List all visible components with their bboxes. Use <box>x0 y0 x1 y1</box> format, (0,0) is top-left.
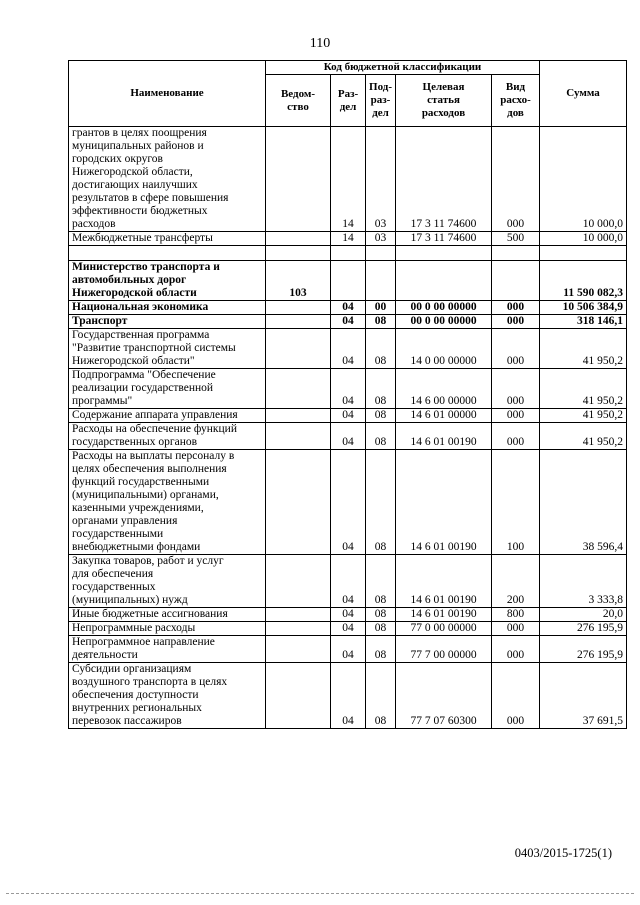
name-line: Транспорт <box>72 315 128 327</box>
cell-podrazdel: 00 <box>366 301 396 315</box>
name-line: перевозок пассажиров <box>72 715 182 727</box>
cell-sum: 276 195,9 <box>540 622 627 636</box>
page-number: 110 <box>309 36 331 51</box>
cell-name <box>69 315 266 329</box>
cell-podrazdel: 08 <box>366 409 396 423</box>
name-line: эффективности бюджетных <box>72 205 208 217</box>
cell-ved <box>266 636 331 663</box>
cell-tsel: 14 0 00 00000 <box>396 329 492 369</box>
cell-sum: 41 950,2 <box>540 369 627 409</box>
cell-ved <box>266 450 331 555</box>
cell-tsel: 14 6 01 00190 <box>396 423 492 450</box>
cell-podrazdel: 08 <box>366 622 396 636</box>
cell-sum: 41 950,2 <box>540 329 627 369</box>
header-vid: Вид расхо- дов <box>492 75 540 127</box>
header-podrazdel: Под- раз- дел <box>366 75 396 127</box>
table-row <box>69 301 627 315</box>
cell-vid: 800 <box>492 608 540 622</box>
cell-tsel <box>396 261 492 301</box>
empty-cell <box>331 246 366 261</box>
cell-podrazdel: 08 <box>366 555 396 608</box>
cell-sum: 11 590 082,3 <box>540 261 627 301</box>
table-row <box>69 127 627 232</box>
empty-cell <box>366 246 396 261</box>
name-line: органами управления <box>72 515 178 527</box>
cell-razdel: 04 <box>331 423 366 450</box>
cell-tsel: 77 0 00 00000 <box>396 622 492 636</box>
name-line: Непрограммное направление <box>72 636 215 648</box>
cell-razdel: 04 <box>331 555 366 608</box>
name-line: обеспечения доступности <box>72 689 199 701</box>
cell-sum: 10 000,0 <box>540 127 627 232</box>
cell-tsel: 14 6 01 00190 <box>396 555 492 608</box>
header-ved: Ведом- ство <box>266 75 331 127</box>
page-bottom-rule <box>6 893 634 894</box>
cell-ved <box>266 409 331 423</box>
name-line: муниципальных районов и <box>72 140 204 152</box>
cell-ved <box>266 663 331 729</box>
name-line: казенными учреждениями, <box>72 502 204 514</box>
cell-podrazdel: 08 <box>366 369 396 409</box>
cell-vid: 200 <box>492 555 540 608</box>
cell-podrazdel: 03 <box>366 232 396 246</box>
cell-razdel: 04 <box>331 450 366 555</box>
empty-cell <box>266 246 331 261</box>
cell-razdel: 04 <box>331 315 366 329</box>
table-row <box>69 261 627 301</box>
name-line: Межбюджетные трансферты <box>72 232 213 244</box>
name-line: реализации государственной <box>72 382 214 394</box>
cell-sum: 318 146,1 <box>540 315 627 329</box>
cell-name <box>69 301 266 315</box>
cell-sum: 38 596,4 <box>540 450 627 555</box>
name-line: (муниципальными) органами, <box>72 489 219 501</box>
name-line: Национальная экономика <box>72 301 209 313</box>
name-line: государственных <box>72 581 156 593</box>
name-line: результатов в сфере повышения <box>72 192 229 204</box>
cell-tsel: 00 0 00 00000 <box>396 301 492 315</box>
cell-razdel: 04 <box>331 409 366 423</box>
name-line: Нижегородской области <box>72 287 197 299</box>
cell-podrazdel: 08 <box>366 608 396 622</box>
name-line: Иные бюджетные ассигнования <box>72 608 228 620</box>
cell-tsel: 00 0 00 00000 <box>396 315 492 329</box>
cell-sum: 3 333,8 <box>540 555 627 608</box>
cell-razdel: 14 <box>331 232 366 246</box>
name-line: функций государственными <box>72 476 210 488</box>
table-row <box>69 423 627 450</box>
cell-tsel: 14 6 00 00000 <box>396 369 492 409</box>
name-line: расходов <box>72 218 116 230</box>
name-line: Государственная программа <box>72 329 210 341</box>
table-row <box>69 450 627 555</box>
name-line: целях обеспечения выполнения <box>72 463 227 475</box>
name-line: государственных органов <box>72 436 198 448</box>
cell-name <box>69 450 266 555</box>
table-row <box>69 315 627 329</box>
cell-ved <box>266 232 331 246</box>
name-line: для обеспечения <box>72 568 154 580</box>
empty-cell <box>396 246 492 261</box>
name-line: грантов в целях поощрения <box>72 127 207 139</box>
cell-vid: 000 <box>492 315 540 329</box>
name-line: Субсидии организациям <box>72 663 192 675</box>
cell-ved <box>266 608 331 622</box>
table-row <box>69 232 627 246</box>
cell-sum: 41 950,2 <box>540 423 627 450</box>
cell-vid: 000 <box>492 423 540 450</box>
cell-name <box>69 555 266 608</box>
cell-ved: 103 <box>266 261 331 301</box>
cell-name <box>69 608 266 622</box>
cell-sum: 276 195,9 <box>540 636 627 663</box>
cell-sum: 37 691,5 <box>540 663 627 729</box>
name-line: городских округов <box>72 153 163 165</box>
name-line: государственными <box>72 528 164 540</box>
cell-name <box>69 423 266 450</box>
cell-vid: 000 <box>492 622 540 636</box>
name-line: Нижегородской области" <box>72 355 195 367</box>
cell-ved <box>266 329 331 369</box>
cell-podrazdel: 03 <box>366 127 396 232</box>
name-line: Непрограммные расходы <box>72 622 196 634</box>
header-tsel: Целевая статья расходов <box>396 75 492 127</box>
cell-ved <box>266 555 331 608</box>
table-body <box>69 127 627 729</box>
name-line: Министерство транспорта и <box>72 261 220 273</box>
cell-razdel: 04 <box>331 369 366 409</box>
cell-tsel: 77 7 00 00000 <box>396 636 492 663</box>
name-line: (муниципальных) нужд <box>72 594 188 606</box>
cell-razdel: 04 <box>331 663 366 729</box>
cell-razdel: 14 <box>331 127 366 232</box>
cell-sum: 20,0 <box>540 608 627 622</box>
cell-name <box>69 261 266 301</box>
header-name: Наименование <box>69 61 266 127</box>
cell-razdel <box>331 261 366 301</box>
cell-razdel: 04 <box>331 636 366 663</box>
cell-vid: 100 <box>492 450 540 555</box>
cell-name <box>69 369 266 409</box>
cell-tsel: 17 3 11 74600 <box>396 127 492 232</box>
spacer-row <box>69 246 627 261</box>
table-row <box>69 555 627 608</box>
cell-podrazdel: 08 <box>366 315 396 329</box>
table-row <box>69 663 627 729</box>
cell-name <box>69 127 266 232</box>
cell-podrazdel: 08 <box>366 636 396 663</box>
cell-podrazdel: 08 <box>366 450 396 555</box>
cell-name <box>69 329 266 369</box>
cell-tsel: 14 6 01 00190 <box>396 608 492 622</box>
cell-tsel: 17 3 11 74600 <box>396 232 492 246</box>
cell-ved <box>266 315 331 329</box>
table-row <box>69 622 627 636</box>
name-line: внутренних региональных <box>72 702 202 714</box>
header-razdel: Раз- дел <box>331 75 366 127</box>
budget-table <box>68 60 627 729</box>
cell-razdel: 04 <box>331 622 366 636</box>
name-line: деятельности <box>72 649 138 661</box>
cell-vid: 000 <box>492 409 540 423</box>
cell-name <box>69 622 266 636</box>
cell-podrazdel: 08 <box>366 329 396 369</box>
empty-cell <box>492 246 540 261</box>
cell-vid: 000 <box>492 329 540 369</box>
cell-vid: 000 <box>492 663 540 729</box>
empty-cell <box>69 246 266 261</box>
table-row <box>69 608 627 622</box>
table-row <box>69 409 627 423</box>
cell-razdel: 04 <box>331 329 366 369</box>
table-row <box>69 636 627 663</box>
cell-name <box>69 232 266 246</box>
cell-sum: 10 000,0 <box>540 232 627 246</box>
name-line: внебюджетными фондами <box>72 541 201 553</box>
cell-vid <box>492 261 540 301</box>
cell-podrazdel: 08 <box>366 663 396 729</box>
name-line: программы" <box>72 395 133 407</box>
name-line: "Развитие транспортной системы <box>72 342 236 354</box>
cell-vid: 500 <box>492 232 540 246</box>
cell-ved <box>266 301 331 315</box>
table-row <box>69 369 627 409</box>
cell-ved <box>266 127 331 232</box>
name-line: достигающих наилучших <box>72 179 198 191</box>
cell-razdel: 04 <box>331 608 366 622</box>
name-line: Нижегородской области, <box>72 166 193 178</box>
cell-vid: 000 <box>492 636 540 663</box>
cell-vid: 000 <box>492 369 540 409</box>
cell-name <box>69 663 266 729</box>
header-sum: Сумма <box>540 61 627 127</box>
cell-vid: 000 <box>492 127 540 232</box>
cell-name <box>69 409 266 423</box>
table-row <box>69 329 627 369</box>
header-code-group: Код бюджетной классификации <box>266 61 540 75</box>
name-line: Подпрограмма "Обеспечение <box>72 369 216 381</box>
cell-sum: 41 950,2 <box>540 409 627 423</box>
cell-podrazdel <box>366 261 396 301</box>
name-line: Расходы на выплаты персоналу в <box>72 450 235 462</box>
name-line: Расходы на обеспечение функций <box>72 423 237 435</box>
cell-razdel: 04 <box>331 301 366 315</box>
cell-podrazdel: 08 <box>366 423 396 450</box>
name-line: автомобильных дорог <box>72 274 187 286</box>
empty-cell <box>540 246 627 261</box>
cell-vid: 000 <box>492 301 540 315</box>
cell-sum: 10 506 384,9 <box>540 301 627 315</box>
table-header <box>69 61 627 127</box>
name-line: Закупка товаров, работ и услуг <box>72 555 224 567</box>
name-line: воздушного транспорта в целях <box>72 676 228 688</box>
cell-ved <box>266 369 331 409</box>
cell-tsel: 14 6 01 00000 <box>396 409 492 423</box>
cell-tsel: 77 7 07 60300 <box>396 663 492 729</box>
cell-ved <box>266 622 331 636</box>
cell-name <box>69 636 266 663</box>
document-code: 0403/2015-1725(1) <box>514 846 612 860</box>
name-line: Содержание аппарата управления <box>72 409 238 421</box>
cell-tsel: 14 6 01 00190 <box>396 450 492 555</box>
cell-ved <box>266 423 331 450</box>
